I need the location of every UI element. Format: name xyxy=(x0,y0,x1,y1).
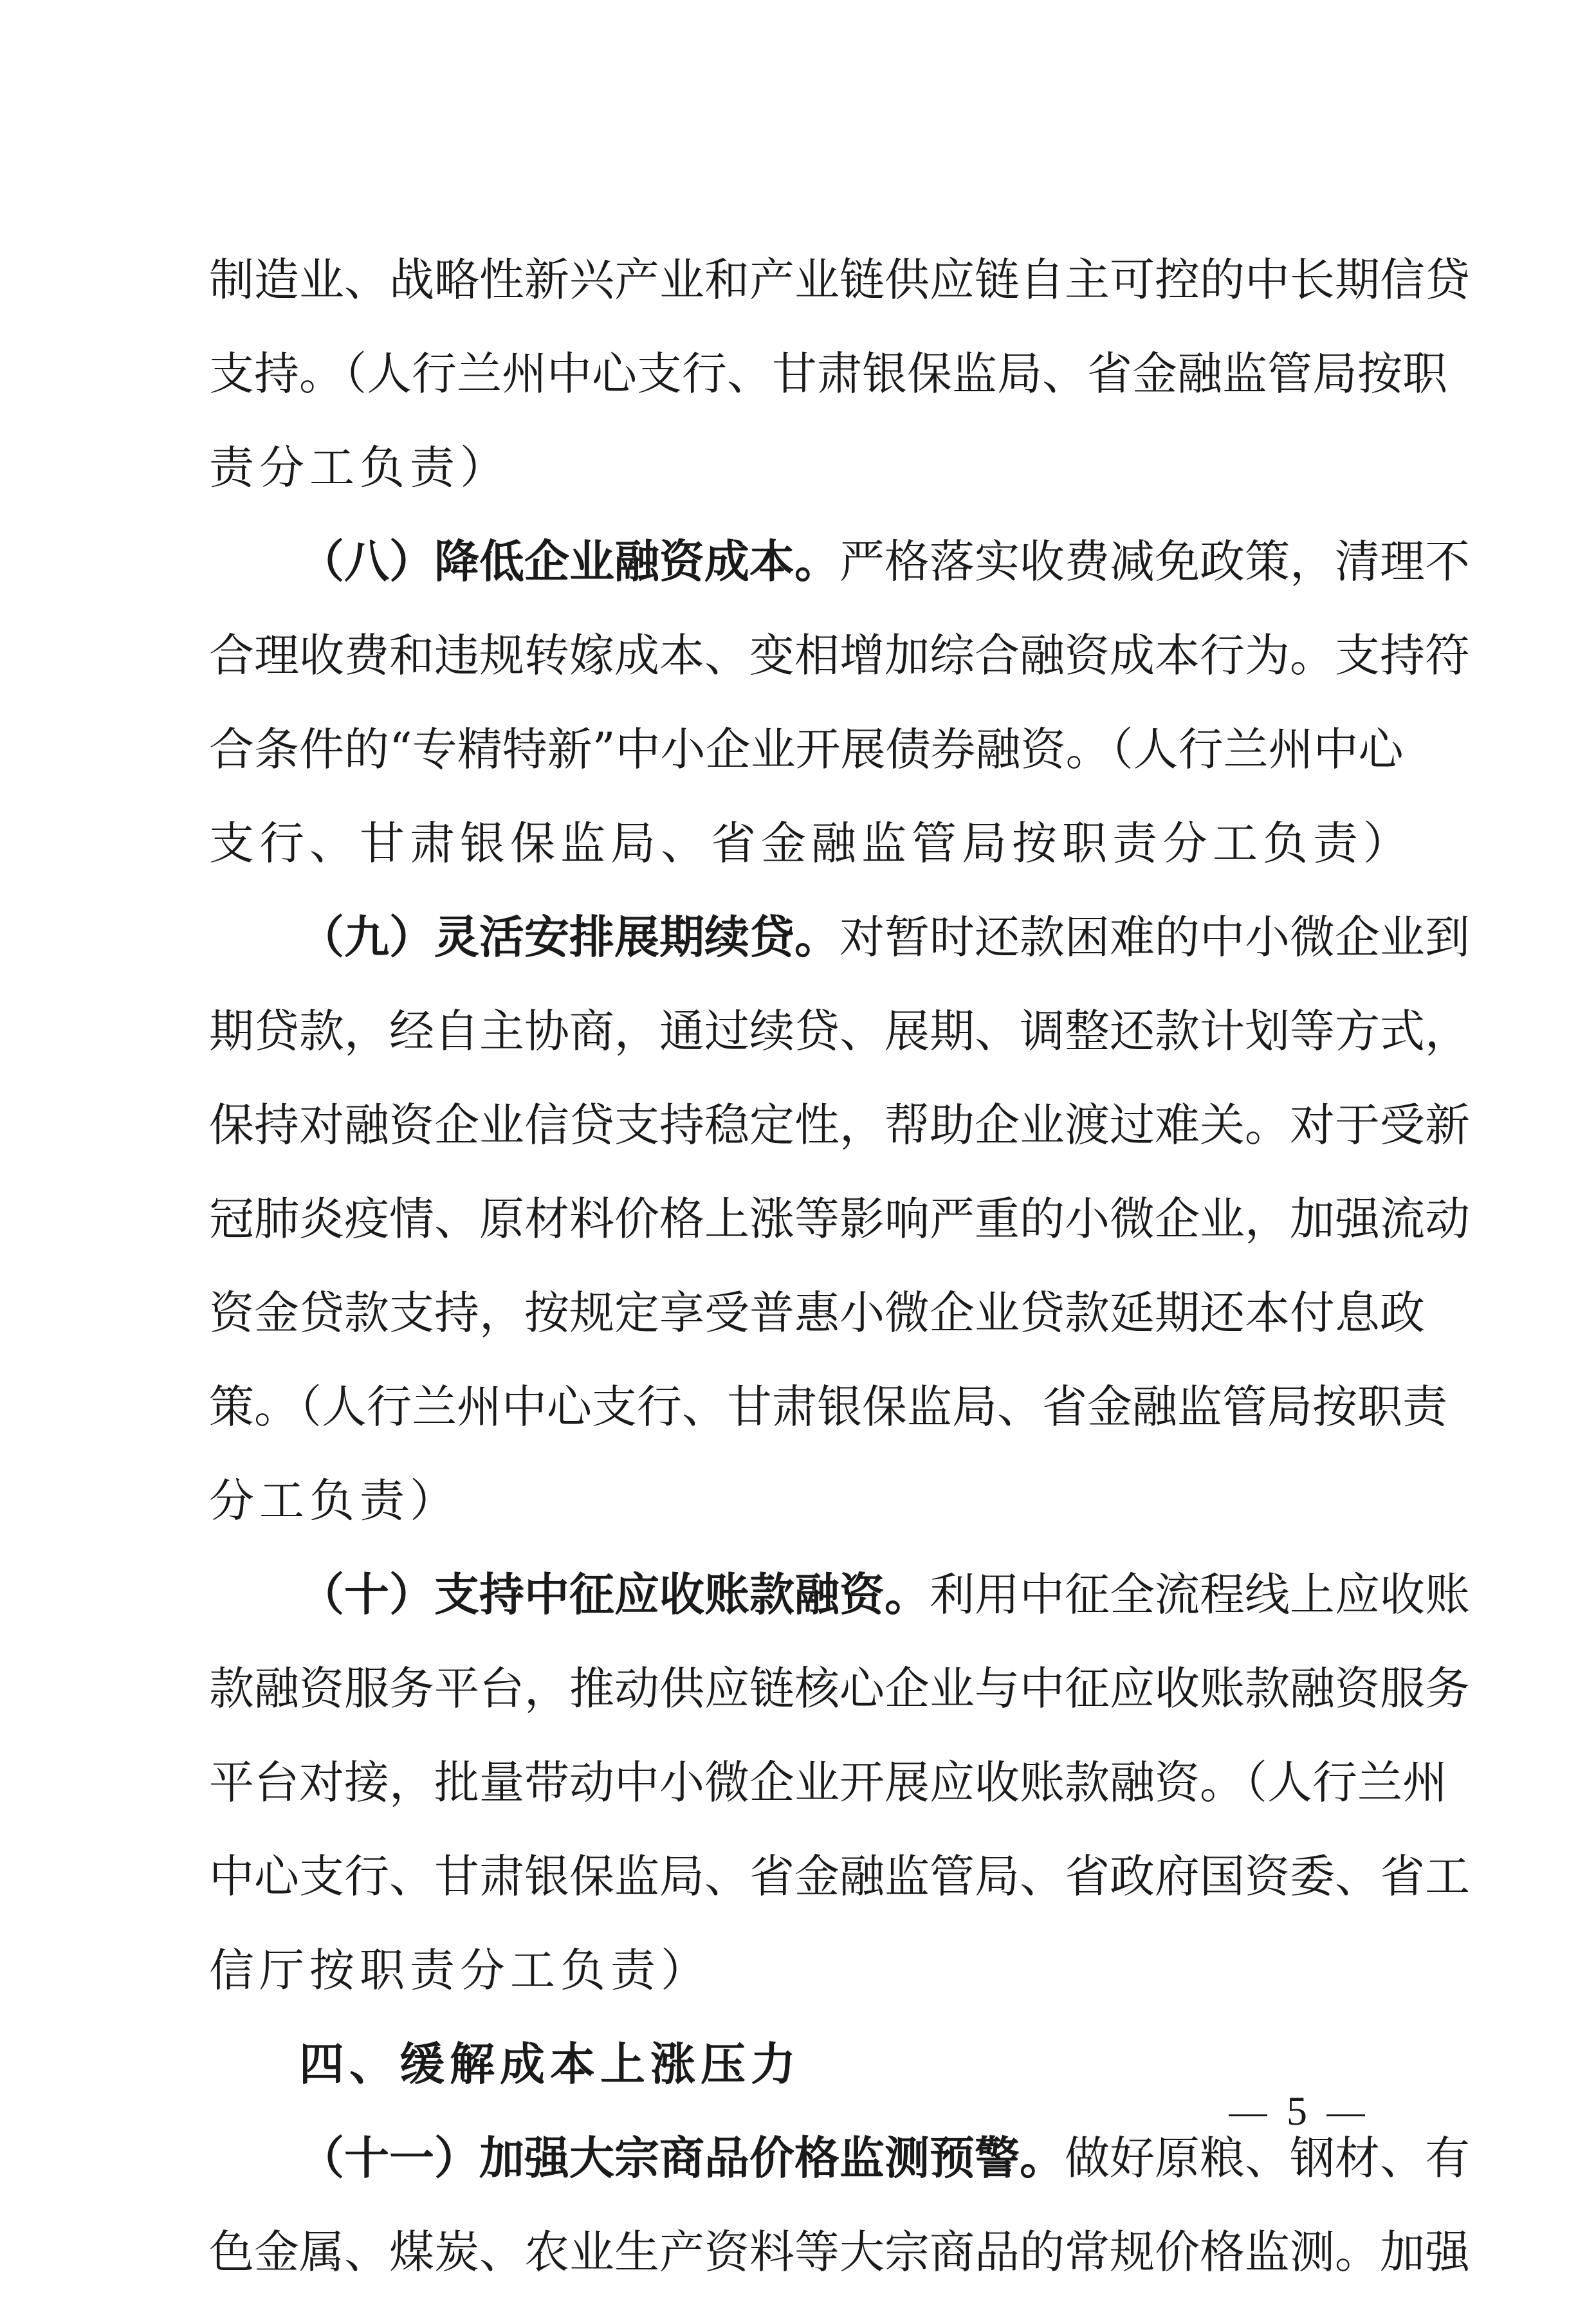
paragraph-line: 期贷款，经自主协商，通过续贷、展期、调整还款计划等方式， xyxy=(209,1005,1470,1058)
paragraph-line: 支行、甘肃银保监局、省金融监管局按职责分工负责） xyxy=(209,817,1413,870)
paragraph-line: 策。（人行兰州中心支行、甘肃银保监局、省金融监管局按职责 xyxy=(209,1380,1447,1433)
item-text: 做好原粮、钢材、有 xyxy=(1065,2132,1470,2185)
page-number xyxy=(1209,2087,1384,2135)
paragraph-line: 合理收费和违规转嫁成本、变相增加综合融资成本行为。支持符 xyxy=(209,629,1470,682)
dash-left xyxy=(1229,2114,1267,2116)
paragraph-line: 中心支行、甘肃银保监局、省金融监管局、省政府国资委、省工 xyxy=(209,1850,1470,1903)
section-heading: 四、缓解成本上涨压力 xyxy=(299,2038,801,2091)
item-text: 利用中征全流程线上应收账 xyxy=(930,1568,1470,1621)
item-heading: （九）灵活安排展期续贷。 xyxy=(299,911,839,964)
document-body xyxy=(209,233,1470,2299)
paragraph-line xyxy=(209,890,1470,984)
paragraph-line: 制造业、战略性新兴产业和产业链供应链自主可控的中长期信贷 xyxy=(209,253,1470,306)
paragraph-line: 责分工负责） xyxy=(209,441,510,494)
paragraph-line: 分工负责） xyxy=(209,1474,460,1527)
paragraph-line: 资金贷款支持，按规定享受普惠小微企业贷款延期还本付息政 xyxy=(209,1287,1425,1339)
item-heading: （十一）加强大宗商品价格监测预警。 xyxy=(299,2132,1065,2185)
paragraph-line: 平台对接，批量带动中小微企业开展应收账款融资。（人行兰州 xyxy=(209,1756,1447,1809)
paragraph-line xyxy=(209,1548,1470,1642)
paragraph-line: 冠肺炎疫情、原材料价格上涨等影响严重的小微企业，加强流动 xyxy=(209,1193,1470,1245)
item-heading: （十）支持中征应收账款融资。 xyxy=(299,1568,930,1621)
paragraph-line: 信厅按职责分工负责） xyxy=(209,1944,711,1997)
paragraph-line: 合条件的“专精特新”中小企业开展债券融资。（人行兰州中心 xyxy=(209,723,1404,776)
dash-right xyxy=(1326,2114,1365,2116)
item-heading: （八）降低企业融资成本。 xyxy=(299,535,839,588)
page-number-value: 5 xyxy=(1287,2088,1307,2134)
paragraph-line: 色金属、煤炭、农业生产资料等大宗商品的常规价格监测。加强 xyxy=(209,2226,1470,2278)
item-text: 对暂时还款困难的中小微企业到 xyxy=(839,911,1470,964)
paragraph-line: 保持对融资企业信贷支持稳定性，帮助企业渡过难关。对于受新 xyxy=(209,1099,1470,1151)
paragraph-line: 款融资服务平台，推动供应链核心企业与中征应收账款融资服务 xyxy=(209,1662,1470,1715)
paragraph-line xyxy=(209,515,1470,609)
item-text: 严格落实收费减免政策，清理不 xyxy=(839,535,1470,588)
paragraph-line: 支持。（人行兰州中心支行、甘肃银保监局、省金融监管局按职 xyxy=(209,347,1447,400)
